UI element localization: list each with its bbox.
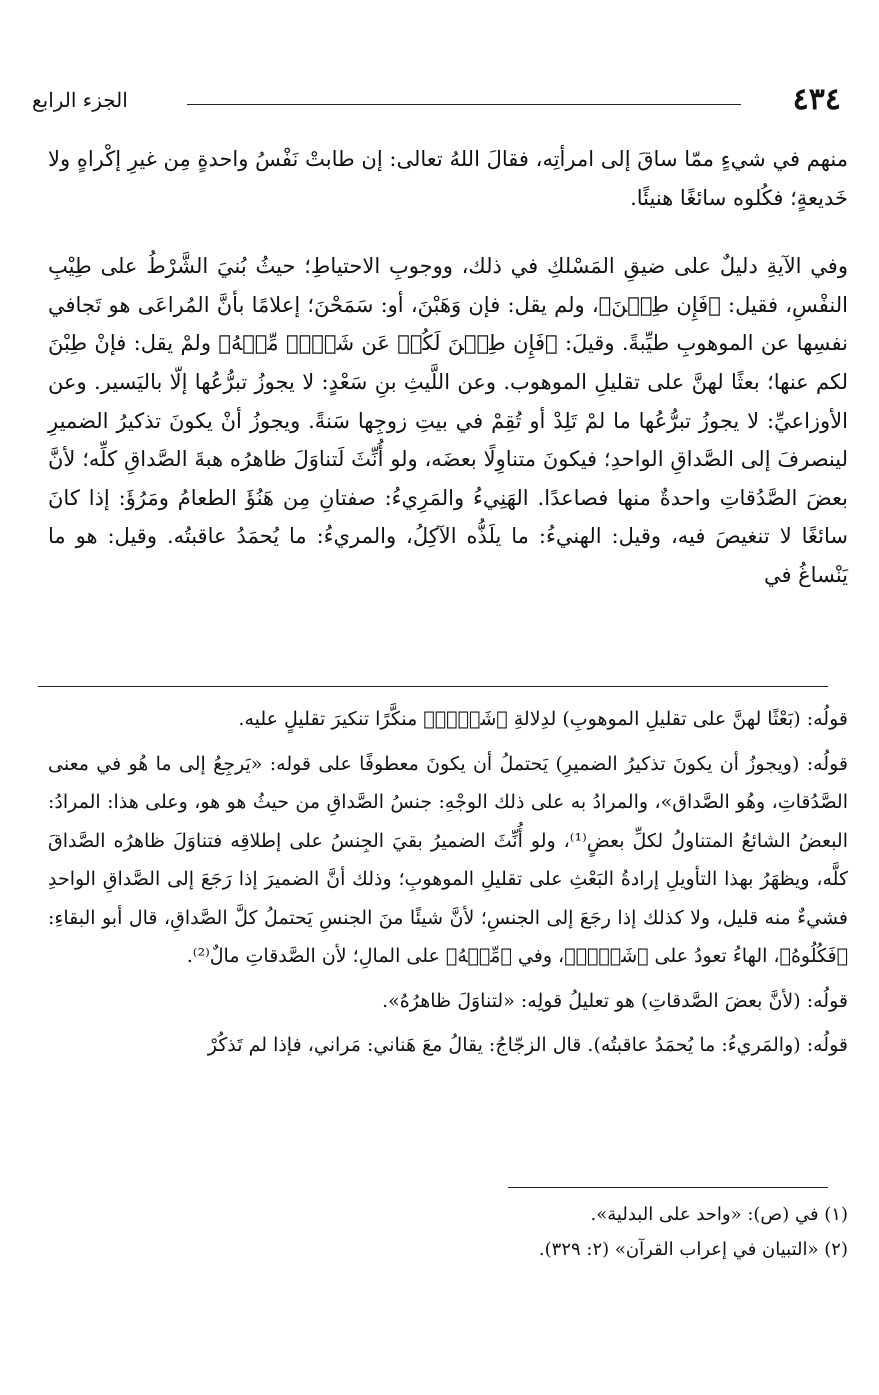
header-rule — [187, 104, 741, 105]
main-text — [48, 140, 848, 595]
main-paragraph: منهم في شيءٍ ممّا ساقَ إلى امرأتِه، فقالَ اللهُ تعالى: إن طابتْ نَفْسُ واحدةٍ مِن غيرِ إكْراهٍ ولا خَديعةٍ؛ فكُلوه سائغًا هنيئًا. — [48, 147, 848, 210]
footnote: (٢) «التبيان في إعراب القرآن» (٢: ٣٢٩). — [538, 1239, 848, 1260]
main-paragraph: وفي الآيةِ دليلٌ على ضيقِ المَسْلكِ في ذلك، ووجوبِ الاحتياطِ؛ حيثُ بُنيَ الشَّرْطُ على طِيْبِ النفْسِ، فقيل: ﴿فَإِن طِبۡنَ﴾، ولم يقل: فإن وَهَبْنَ، أو: سَمَحْنَ؛ إعلامًا بأنَّ المُراعَى هو تَجافي نفسِها عن الموهوبِ طيِّبةً. وقيلَ: ﴿فَإِن طِبۡنَ لَكُمۡ عَن شَيۡءٖ مِّنۡهُ﴾ ولمْ يقل: فإنْ طِبْنَ لكم عنها؛ بعثًا لهنَّ على تقليلِ الموهوب. وعن اللَّيثِ بنِ سَعْدٍ: لا يجوزُ تبرُّعُها إلّا باليَسير. وعن الأوزاعيِّ: لا يجوزُ تبرُّعُها ما لمْ تَلِدْ أو تُقِمْ في بيتِ زوجِها سَنةً. ويجوزُ أنْ يكونَ تذكيرُ الضميرِ لينصرفَ إلى الصَّداقِ الواحدِ؛ فيكونَ متناوِلًا بعضَه، ولو أُنِّثَ لَتناوَلَ ظاهرُه هبةَ الصَّداقِ كلِّه؛ لأنَّ بعضَ الصَّدُقاتِ واحدةٌ منها فصاعدًا. الهَنِيءُ والمَرِيءُ: صفتانِ مِن هَنُؤَ الطعامُ ومَرُؤَ: إذا كانَ سائغًا لا تنغيصَ فيه، وقيل: الهنيءُ: ما يلَذُّه الآكِلُ، والمريءُ: ما يُحمَدُ عاقبتُه. وقيل: هو ما يَنْساغُ في — [48, 254, 848, 587]
commentary-paragraph: قولُه: (بَعْثًا لهنَّ على تقليلِ الموهوبِ) لدِلالةِ ﴿شَيۡءٖ﴾ منكَّرًا تنكيرَ تقليلٍ عليه. — [238, 708, 848, 730]
commentary-paragraph: قولُه: (ويجوزُ أن يكونَ تذكيرُ الضميرِ) يَحتملُ أن يكونَ معطوفًا على قوله: «يَرجِعُ إلى ما هُو في معنى الصَّدُقاتِ، وهُو الصَّداق»، والمرادُ به على ذلك الوجْهِ: جنسُ الصَّداقِ من حيثُ هو هو، وعلى هذا: المرادُ: البعضُ الشائعُ المتناولُ لكلِّ بعضٍ⁽¹⁾، ولو أُنِّثَ الضميرُ بقيَ الجِنسُ على إطلاقِه فتناوَلَ ظاهرُه الصَّداقَ كلَّه، ويظهَرُ بهذا التأويلِ إرادةُ البَعْثِ على تقليلِ الموهوبِ؛ وذلك أنَّ الضميرَ إذا رَجَعَ إلى الصَّداقِ الواحدِ فشيءٌ منه قليل، ولا كذلك إذا رجَعَ إلى الجنسِ؛ لأنَّ شيئًا منَ الجنسِ يَحتملُ كلَّ الصَّداقِ، قال أبو البقاءِ: ﴿فَكُلُوهُ﴾، الهاءُ تعودُ على ﴿شَيۡءٖ﴾، وفي ﴿مِّنۡهُ﴾ على المالِ؛ لأن الصَّدقاتِ مالٌ⁽²⁾. — [48, 752, 848, 967]
footnote-divider — [508, 1187, 828, 1188]
footnotes — [48, 1197, 848, 1267]
commentary — [48, 700, 848, 1065]
commentary-paragraph: قولُه: (لأنَّ بعضَ الصَّدقاتِ) هو تعليلُ قولِه: «لتناوَلَ ظاهرُهُ». — [382, 989, 848, 1012]
commentary-paragraph: قولُه: (والمَريءُ: ما يُحمَدُ عاقبتُه). قال الزجّاجُ: يقالُ معَ هَناني: مَراني، فإذا لم تَذكُرْ — [207, 1034, 848, 1056]
footnote: (١) في (ص): «واحد على البدلية». — [590, 1204, 848, 1225]
page-number: ٤٣٤ — [792, 82, 841, 117]
commentary-divider — [38, 686, 828, 687]
running-title: الجزء الرابع — [32, 88, 128, 112]
page-header — [32, 80, 841, 120]
